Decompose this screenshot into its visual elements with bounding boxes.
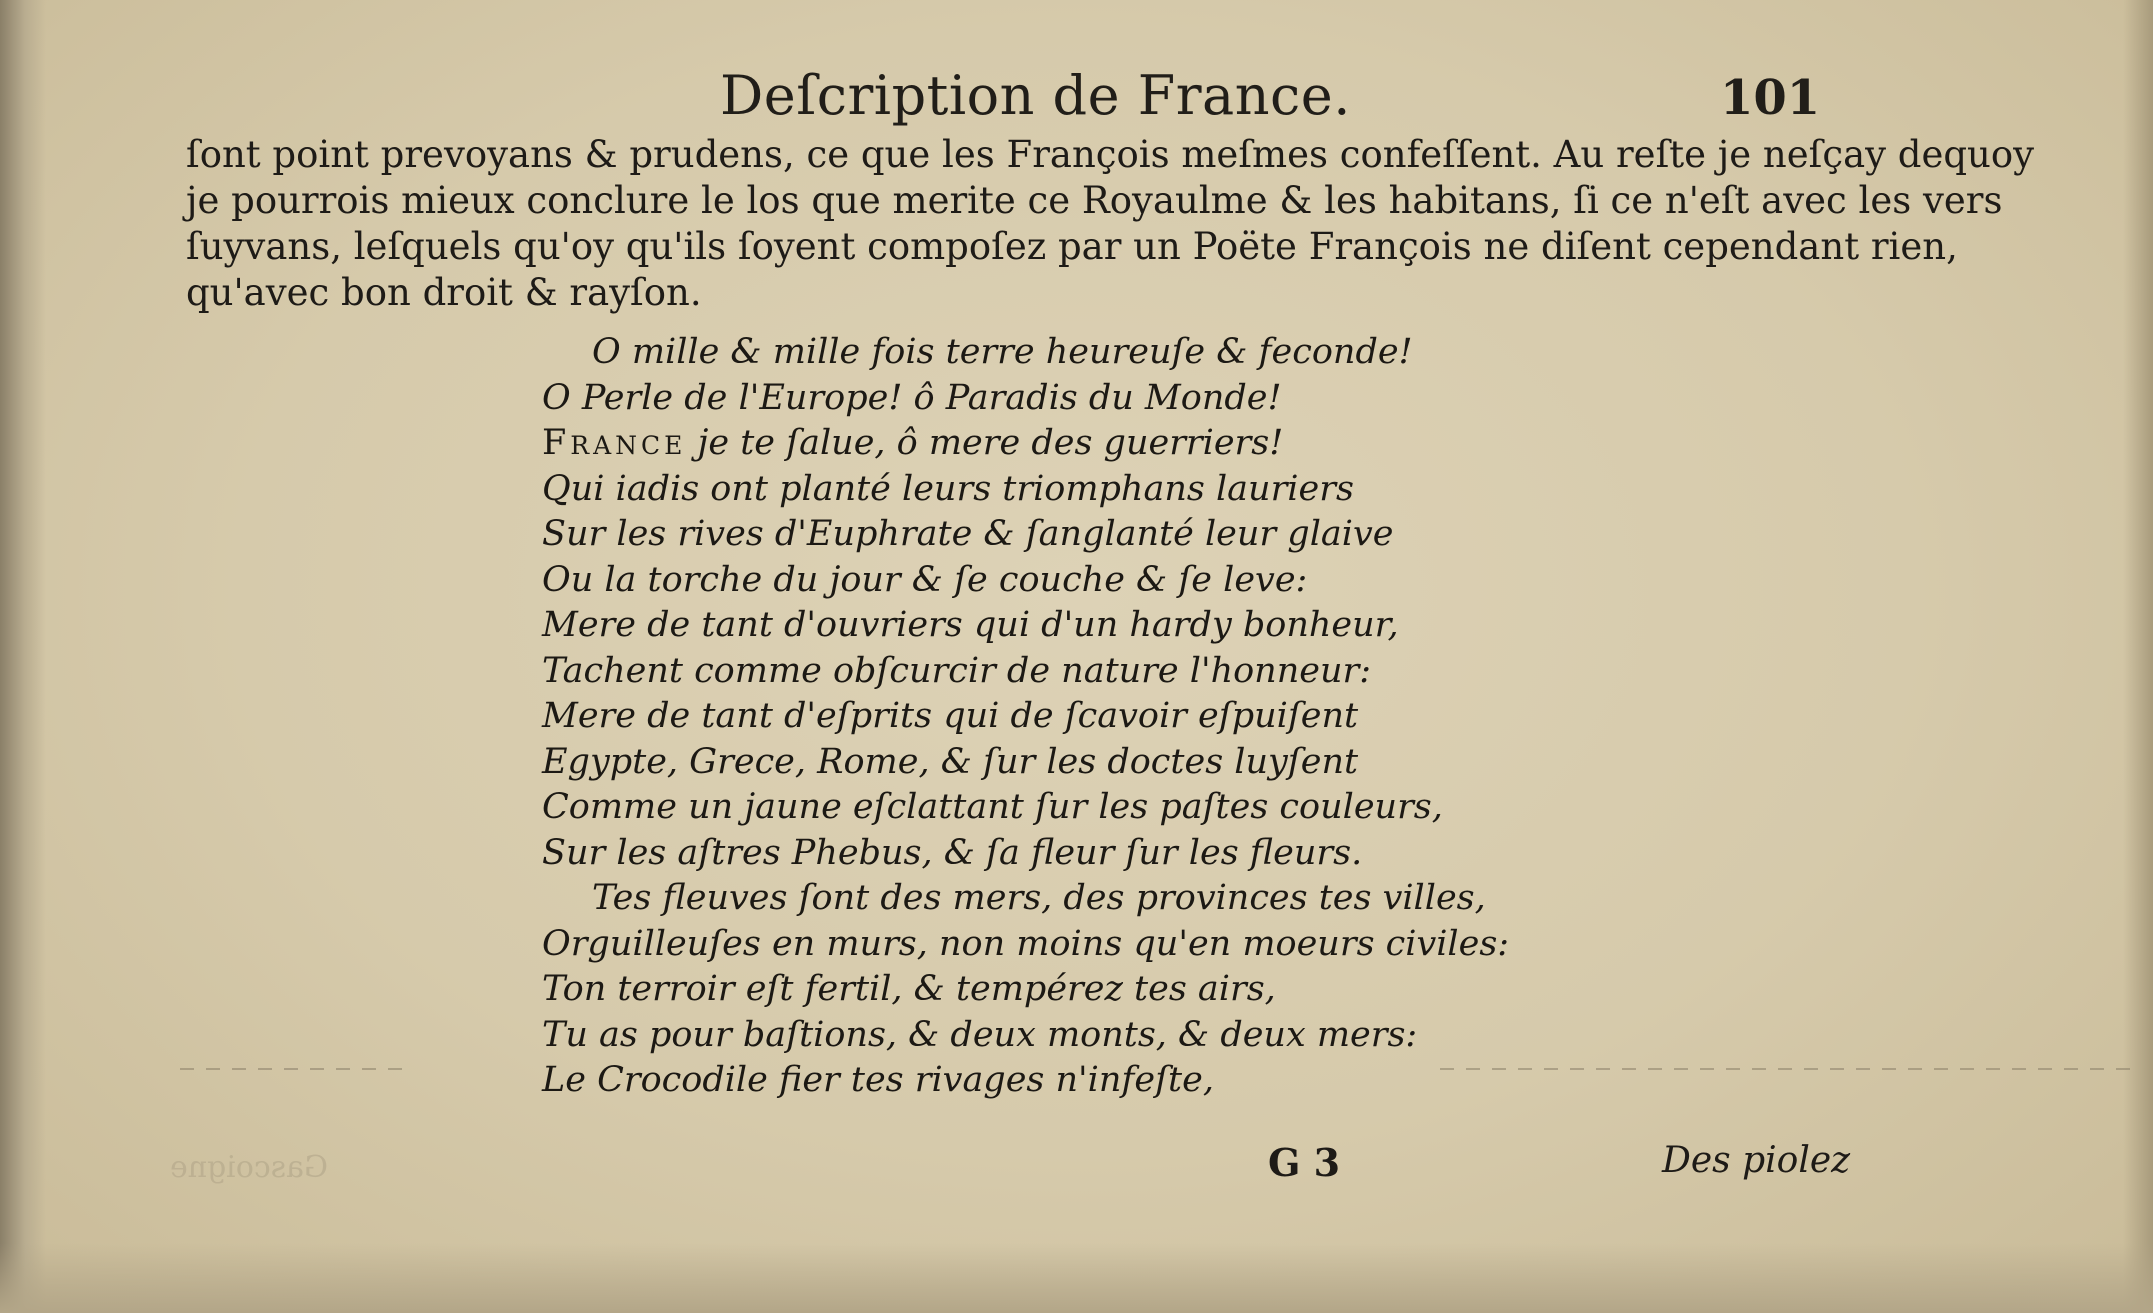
- verse-line: Qui iadis ont planté leurs triomphans lauriers: [542, 468, 1354, 509]
- prose-line: qu'avec bon droit & rayſon.: [186, 271, 702, 314]
- bottom-shadow: [0, 1243, 2153, 1313]
- verse-line: Comme un jaune eſclattant ſur les paſtes couleurs,: [542, 787, 1443, 827]
- verse-line: Le Crocodile fier tes rivages n'infeſte,: [542, 1060, 1214, 1100]
- verse-line: O mille & mille fois terre heureuſe & feconde!: [592, 332, 1413, 372]
- verse-line: Orguilleuſes en murs, non moins qu'en moeurs civiles:: [542, 923, 1510, 964]
- verse-line: Tes fleuves ſont des mers, des provinces tes villes,: [592, 878, 1486, 918]
- verse-line: Mere de tant d'ouvriers qui d'un hardy bonheur,: [542, 605, 1399, 645]
- prose-line: ſuyvans, leſquels qu'oy qu'ils ſoyent compoſez par un Poëte François ne diſent cependant rien,: [186, 225, 1958, 268]
- verse-line: Ton terroir eſt fertil, & tempérez tes airs,: [542, 969, 1276, 1009]
- page-number: 101: [1720, 70, 1821, 126]
- verse-line: Egypte, Grece, Rome, & ſur les doctes luyſent: [542, 741, 1359, 782]
- gutter-shadow: [0, 0, 46, 1313]
- verse-line: Sur les rives d'Euphrate & ſanglanté leur glaive: [542, 514, 1394, 554]
- verse-line: O Perle de l'Europe! ô Paradis du Monde!: [542, 377, 1282, 418]
- verse-line: Ou la torche du jour & ſe couche & ſe leve:: [542, 559, 1308, 600]
- verse-line: Mere de tant d'eſprits qui de ſcavoir eſpuiſent: [542, 696, 1359, 736]
- verse-line: Tu as pour baſtions, & deux monts, & deux mers:: [542, 1014, 1418, 1055]
- page-edge-shadow: [2123, 0, 2153, 1313]
- catchword: Des piolez: [1662, 1140, 1851, 1181]
- verse-block: [542, 330, 1542, 1104]
- signature-mark: G 3: [1268, 1140, 1341, 1185]
- verse-line: Tachent comme obſcurcir de nature l'honneur:: [542, 650, 1372, 691]
- prose-paragraph: [186, 132, 2035, 316]
- verse-line: [542, 421, 1542, 467]
- running-title: Deſcription de France.: [720, 64, 1351, 127]
- verse-line-rest: je te ſalue, ô mere des guerriers!: [686, 423, 1284, 463]
- verse-small-caps: France: [542, 423, 687, 463]
- bleed-rule-right: [1440, 1068, 2130, 1070]
- running-head: [0, 64, 2153, 134]
- bleed-rule-left: [180, 1068, 410, 1070]
- prose-line: je pourrois mieux conclure le los que merite ce Royaulme & les habitans, ſi ce n'eſt avec les vers: [186, 179, 2003, 222]
- prose-line: ſont point prevoyans & prudens, ce que les François meſmes confeſſent. Au reſte je neſçay dequoy: [186, 133, 2035, 176]
- verse-line: Sur les aſtres Phebus, & ſa fleur ſur les fleurs.: [542, 832, 1363, 873]
- show-through-text: Gascoigne: [170, 1150, 328, 1185]
